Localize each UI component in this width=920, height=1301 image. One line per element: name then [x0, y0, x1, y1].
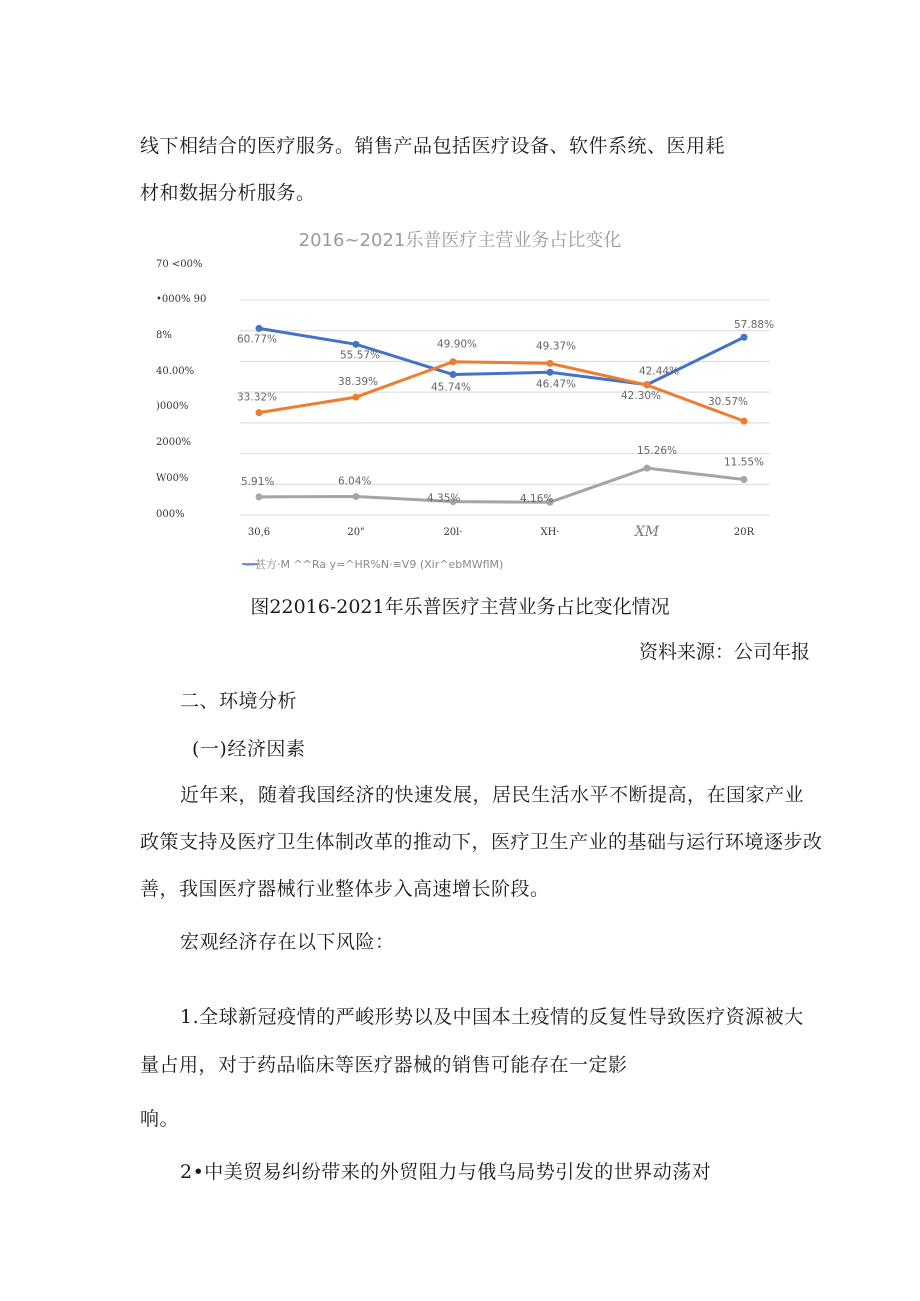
data-label: 30.57% — [708, 396, 749, 409]
data-point — [353, 394, 360, 401]
data-label: 6.04% — [338, 475, 372, 488]
data-point — [547, 360, 554, 367]
y-tick-label: 70 <00% — [156, 259, 203, 270]
data-point — [741, 476, 748, 483]
list-item-line: 1.全球新冠疫情的严峻形势以及中国本土疫情的反复性导致医疗资源被大 — [180, 1006, 804, 1028]
data-point — [644, 382, 651, 389]
y-tick-label: 000% — [156, 509, 185, 520]
data-point — [450, 371, 457, 378]
data-label: 42.44% — [639, 365, 680, 378]
data-label: 38.39% — [338, 376, 379, 389]
data-label: 4.16% — [520, 493, 554, 506]
legend-text: —甚方·M ^^Ra y=^HR%N·≡V9 (Xir^ebMWflM) — [244, 558, 504, 571]
paragraph-line: 政策支持及医疗卫生体制改革的推动下，医疗卫生产业的基础与运行环境逐步改 — [140, 831, 823, 853]
data-point — [256, 325, 263, 332]
data-point — [256, 409, 263, 416]
data-point — [741, 418, 748, 425]
data-point — [547, 369, 554, 376]
body-text-line: 材和数据分析服务。 — [140, 182, 316, 204]
y-tick-label: 2000% — [156, 437, 191, 448]
line-chart — [140, 255, 780, 575]
y-tick-label: 40.00% — [156, 366, 195, 377]
list-item-line: 响。 — [140, 1108, 180, 1130]
chart-title: 2016~2021乐普医疗主营业务占比变化 — [298, 230, 622, 251]
y-tick-label: 8% — [156, 330, 172, 341]
subsection-heading: (一)经济因素 — [192, 738, 306, 760]
y-tick-label: W00% — [156, 473, 189, 484]
data-label: 42.30% — [621, 390, 662, 403]
section-heading: 二、环境分析 — [180, 690, 298, 712]
data-point — [256, 493, 263, 500]
y-tick-label: )000% — [156, 401, 189, 412]
data-label: 11.55% — [724, 456, 765, 469]
paragraph-line: 宏观经济存在以下风险： — [180, 931, 395, 953]
data-point — [741, 334, 748, 341]
x-tick-label: 30,6 — [247, 527, 271, 538]
paragraph-line: 近年来，随着我国经济的快速发展，居民生活水平不断提高，在国家产业 — [180, 784, 805, 806]
data-label: 5.91% — [241, 475, 275, 488]
x-tick-label: 20l· — [443, 527, 463, 538]
data-point — [353, 493, 360, 500]
figure-caption: 图22016-2021年乐普医疗主营业务占比变化情况 — [250, 596, 670, 618]
data-label: 57.88% — [734, 319, 775, 332]
x-tick-label: XH· — [540, 527, 560, 538]
data-point — [450, 358, 457, 365]
data-label: 46.47% — [536, 378, 577, 391]
list-item-line: 量占用，对于药品临床等医疗器械的销售可能存在一定影 — [140, 1054, 628, 1076]
data-point — [353, 341, 360, 348]
source-note: 资料来源：公司年报 — [638, 641, 810, 663]
series-line-3 — [259, 468, 744, 502]
paragraph-line: 善，我国医疗器械行业整体步入高速增长阶段。 — [140, 878, 550, 900]
x-tick-label: XM — [634, 524, 660, 540]
data-label: 49.37% — [536, 340, 577, 353]
y-tick-label: •000% 90 — [156, 294, 207, 305]
data-label: 45.74% — [431, 381, 472, 394]
data-label: 49.90% — [437, 338, 478, 351]
x-tick-label: 20" — [347, 527, 365, 538]
data-label: 60.77% — [237, 333, 278, 346]
data-label: 33.32% — [237, 391, 278, 404]
list-item-line: 2•中美贸易纠纷带来的外贸阻力与俄乌局势引发的世界动荡对 — [180, 1161, 712, 1183]
data-label: 15.26% — [637, 445, 678, 458]
data-label: 4.35% — [427, 492, 461, 505]
data-label: 55.57% — [340, 349, 381, 362]
x-tick-label: 20R — [733, 527, 755, 538]
data-point — [644, 465, 651, 472]
body-text-line: 线下相结合的医疗服务。销售产品包括医疗设备、软件系统、医用耗 — [140, 135, 726, 157]
